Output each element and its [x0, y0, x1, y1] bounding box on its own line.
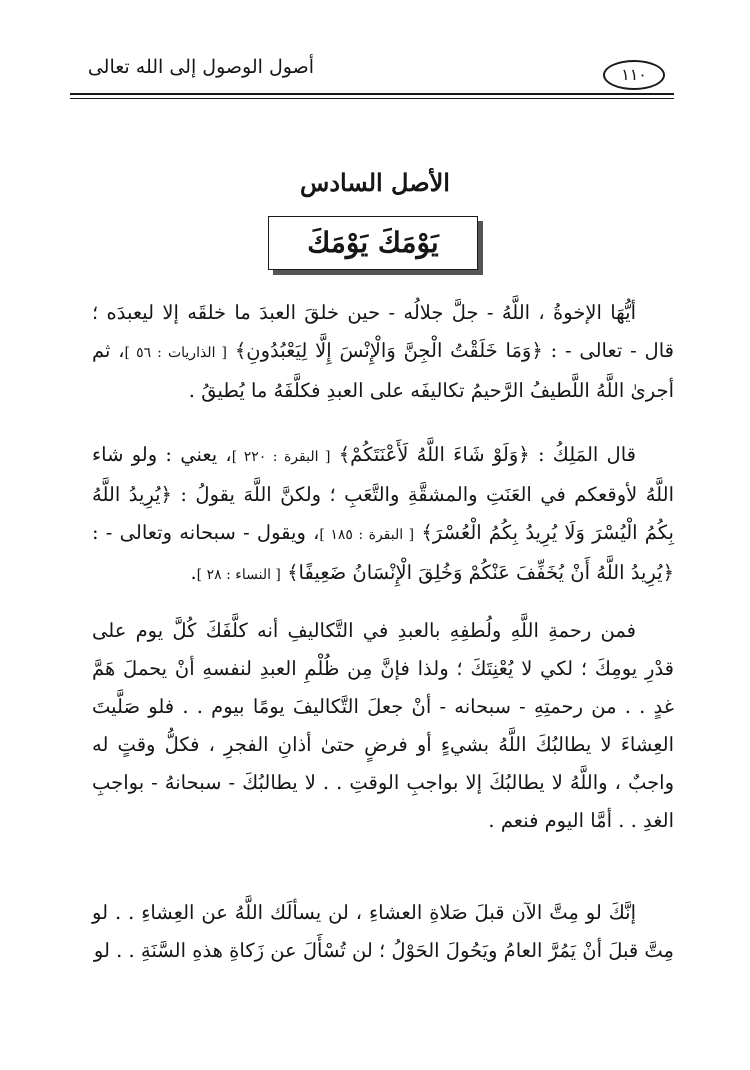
verse-citation: [ النساء : ٢٨ ]: [196, 567, 281, 583]
verse-citation: [ البقرة : ١٨٥ ]: [319, 527, 415, 543]
header-rule: [70, 93, 674, 95]
paragraph-text: ، ثم أجرىٰ اللَّهُ اللَّطيفُ الرَّحيمُ تكاليفَه على العبدِ فكلَّفَهُ ما يُطيقُ .: [92, 339, 674, 402]
verse-citation: [ البقرة : ٢٢٠ ]: [231, 449, 331, 465]
verse-citation: [ الذاريات : ٥٦ ]: [124, 345, 227, 361]
paragraph-text: فمن رحمةِ اللَّهِ ولُطفِهِ بالعبدِ في التَّكاليفِ أنه كلَّفَكَ كُلَّ يوم على قدْرِ يومِكَ ؛ لكي لا يُعْنِتَكَ ؛ ولذا فإنَّ مِن ظُلْمِ العبدِ لنفسهِ أنْ يحملَ هَمَّ غدٍ . . من رحمتِهِ - سبحانه - أنْ جعلَ التَّكاليفَ يومًا بيوم . . فلو صَلَّيتَ العِشاءَ لا يطالبُكَ اللَّهُ بشيءٍ أو فرضٍ حتىٰ أذانِ الفجرِ ، فكلُّ وقتٍ له واجبٌ ، واللَّهُ لا يطالبُكَ إلا بواجبِ الوقتِ . . لا يطالبُكَ - سبحانهُ - بواجبِ الغدِ . . أمَّا اليوم فنعم .: [92, 619, 674, 832]
paragraph-text: ، يعني : ولو شاء اللَّهُ لأوقعكم في العَنَتِ والمشقَّةِ والتَّعَبِ ؛ ولكنَّ اللَّهَ يقولُ : ﴿يُرِيدُ اللَّهُ بِكُمُ الْيُسْرَ وَلَا يُرِيدُ بِكُمُ الْعُسْرَ﴾: [92, 443, 674, 544]
paragraph-2: [92, 436, 674, 594]
paragraph-4: [92, 894, 674, 970]
paragraph-text: قال المَلِكُ : ﴿وَلَوْ شَاءَ اللَّهُ لَأَعْنَتَكُمْ﴾: [338, 443, 636, 466]
section-heading: الأصل السادس: [300, 168, 450, 197]
running-title: أصول الوصول إلى الله تعالى: [87, 56, 314, 78]
paragraph-text: .: [190, 561, 197, 584]
paragraph-text: إنَّكَ لو مِتَّ الآن قبلَ صَلاةِ العشاءِ ، لن يسألَك اللَّهُ عن العِشاءِ . . لو مِتَّ قبلَ أنْ يَمُرَّ العامُ ويَحُولَ الحَوْلُ ؛ لن تُسْأَلَ عن زَكاةِ هذهِ السَّنَةِ . . لو: [92, 901, 674, 962]
header-rule-thin: [70, 98, 674, 99]
paragraph-text: أيُّهَا الإخوةُ ، اللَّهُ - جلَّ جلالُه - حين خلقَ العبدَ ما خلقَه إلا ليعبدَه ؛ قال - تعالى - : ﴿وَمَا خَلَقْتُ الْجِنَّ وَالْإِنْسَ إِلَّا لِيَعْبُدُونِ﴾: [92, 301, 674, 362]
boxed-title: يَوْمَكَ يَوْمَكَ: [268, 216, 478, 270]
page-number: ١١٠: [603, 60, 665, 90]
paragraph-1: [92, 294, 674, 410]
paragraph-text: ، ويقول - سبحانه وتعالى - : ﴿يُرِيدُ اللَّهُ أَنْ يُخَفِّفَ عَنْكُمْ وَخُلِقَ الْإِنْسَانُ ضَعِيفًا﴾: [92, 521, 674, 584]
paragraph-3: [92, 612, 674, 840]
